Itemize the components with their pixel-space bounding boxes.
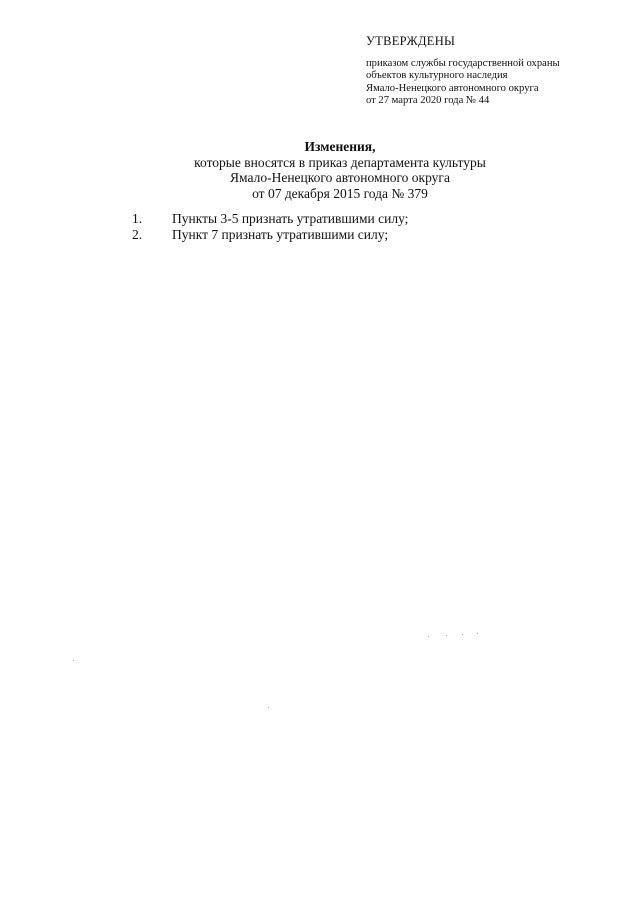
scan-speck xyxy=(428,636,429,637)
heading-line: которые вносятся в приказ департамента культуры xyxy=(194,154,486,170)
list-item-text: Пункты 3-5 признать утратившими силу; xyxy=(172,211,409,226)
heading-title: Изменения, xyxy=(304,139,376,154)
heading-line: от 07 декабря 2015 года № 379 xyxy=(252,185,428,201)
approval-title: УТВЕРЖДЕНЫ xyxy=(366,34,456,48)
scan-speck xyxy=(462,634,463,635)
scan-speck xyxy=(268,707,269,708)
approval-block xyxy=(366,58,560,107)
amendments-list xyxy=(132,211,408,243)
approval-line: приказом службы государственной охраны xyxy=(366,58,560,69)
scan-speck xyxy=(446,635,447,636)
list-item-text: Пункт 7 признать утратившими силу; xyxy=(172,227,389,242)
list-item-number: 1. xyxy=(132,211,143,226)
scan-speck xyxy=(73,660,74,661)
document-heading xyxy=(150,139,530,201)
list-item-number: 2. xyxy=(132,227,143,242)
approval-line: Ямало-Ненецкого автономного округа xyxy=(366,82,539,94)
heading-line: Ямало-Ненецкого автономного округа xyxy=(230,170,450,185)
list-item xyxy=(132,227,408,243)
list-item xyxy=(132,211,408,227)
scan-speck xyxy=(477,633,478,634)
approval-line: объектов культурного наследия xyxy=(366,70,508,82)
approval-line: от 27 марта 2020 года № 44 xyxy=(366,94,490,106)
